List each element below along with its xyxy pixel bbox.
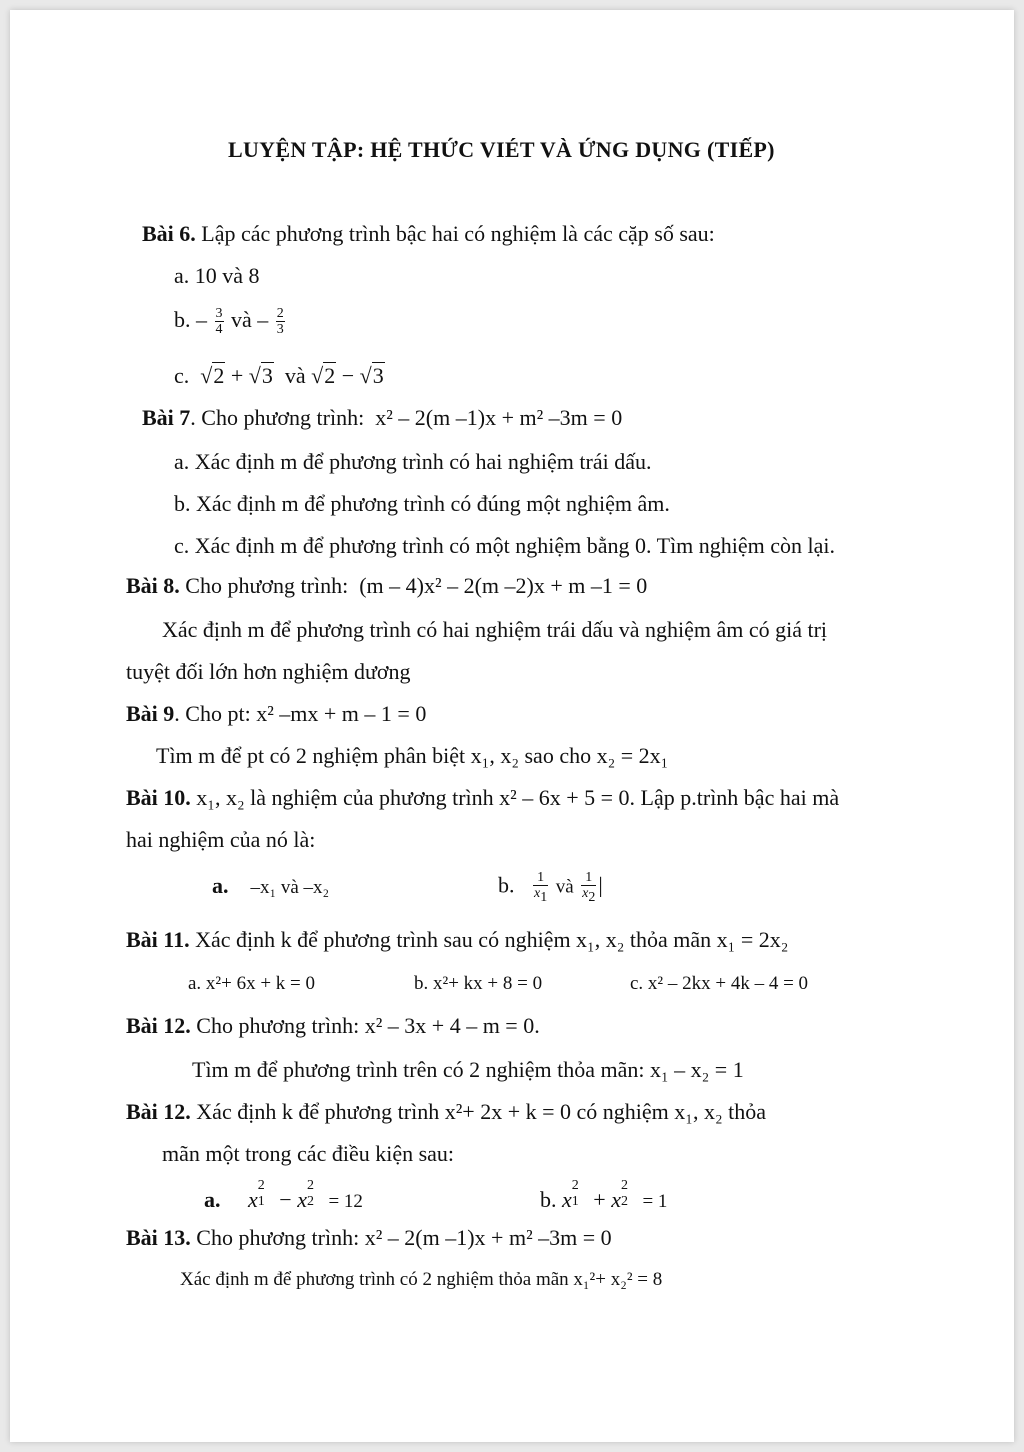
fraction-3-4 bbox=[215, 306, 224, 337]
exercise-6-item-a: a. 10 và 8 bbox=[174, 263, 260, 288]
subscript: 2 bbox=[620, 1194, 628, 1209]
exercise-12b-heading bbox=[126, 1098, 766, 1126]
exercise-10-item-b: b. $\frac{1}{x_1}$ và $\frac{1}{x_2}$ | bbox=[498, 870, 603, 905]
exercise-9-text: . Cho pt: x² –mx + m – 1 = 0 bbox=[174, 701, 427, 726]
variable-x: x bbox=[562, 1187, 572, 1212]
exercise-12a-line-1: Tìm m để phương trình trên có 2 nghiệm thỏa mãn: x₁ – x₂ = 1 bbox=[192, 1057, 744, 1082]
exercise-11-text: Xác định k để phương trình sau có nghiệm x₁, x₂ thỏa mãn x₁ = 2x₂ bbox=[195, 927, 789, 952]
exercise-13-text: Cho phương trình: x² – 2(m –1)x + m² –3m = 0 bbox=[196, 1225, 612, 1250]
exercise-13-heading bbox=[126, 1224, 612, 1252]
exercise-8-line-1: Xác định m để phương trình có hai nghiệm trái dấu và nghiệm âm có giá trị bbox=[162, 617, 828, 642]
sqrt-2: √2 bbox=[200, 363, 225, 388]
exercise-10-a-label: a. bbox=[212, 873, 229, 898]
subscript: 2 bbox=[588, 889, 596, 905]
fraction-denominator bbox=[581, 886, 596, 905]
exercise-12b-line-2: mãn một trong các điều kiện sau: bbox=[162, 1141, 455, 1166]
exercise-11-item-a: a. x²+ 6x + k = 0 bbox=[188, 973, 316, 994]
exercise-10-item-a bbox=[212, 872, 329, 902]
exercise-12a-text: Cho phương trình: x² – 3x + 4 – m = 0. bbox=[196, 1013, 540, 1038]
exercise-12b-b-label: b. bbox=[540, 1187, 557, 1212]
variable-x: x bbox=[582, 886, 589, 901]
subscript: 1 bbox=[540, 889, 548, 905]
fraction-1-over-x1 bbox=[533, 870, 548, 905]
exercise-7-item-b: b. Xác định m để phương trình có đúng một nghiệm âm. bbox=[174, 491, 670, 516]
exercise-10-label: Bài 10. bbox=[126, 785, 191, 810]
conjunction-va: và bbox=[555, 876, 574, 898]
exercise-13-label: Bài 13. bbox=[126, 1225, 191, 1250]
exercise-10-text: x₁, x₂ là nghiệm của phương trình x² – 6x + 5 = 0. Lập p.trình bậc hai mà bbox=[196, 785, 840, 810]
sup-sub-pair bbox=[306, 1178, 323, 1209]
fraction-numerator: 2 bbox=[276, 306, 284, 322]
radicand: 2 bbox=[324, 363, 336, 388]
subscript: 1 bbox=[257, 1194, 265, 1209]
exercise-7-item-a: a. Xác định m để phương trình có hai nghiệm trái dấu. bbox=[174, 449, 652, 474]
superscript: 2 bbox=[571, 1178, 579, 1193]
sup-sub-pair bbox=[620, 1178, 637, 1209]
exercise-9-label: Bài 9 bbox=[126, 701, 175, 726]
exercise-9-heading bbox=[126, 700, 426, 728]
exercise-6-text: Lập các phương trình bậc hai có nghiệm là các cặp số sau: bbox=[201, 221, 715, 246]
fraction-denominator: 3 bbox=[276, 322, 284, 338]
variable-x: x bbox=[534, 886, 541, 901]
exercise-7-equation: x² – 2(m –1)x + m² –3m = 0 bbox=[375, 405, 623, 430]
exercise-12a-heading bbox=[126, 1012, 540, 1040]
fraction-numerator: 1 bbox=[533, 870, 548, 886]
exercise-12b-item-a bbox=[204, 1178, 363, 1216]
page-title: LUYỆN TẬP: HỆ THỨC VIÉT VÀ ỨNG DỤNG (TIẾP) bbox=[228, 137, 775, 162]
exercise-7-label: Bài 7 bbox=[142, 405, 191, 430]
fraction-2-3 bbox=[276, 306, 285, 337]
fraction-denominator: 4 bbox=[215, 322, 223, 338]
exercise-8-label: Bài 8. bbox=[126, 573, 180, 598]
exercise-10-a-text: –x₁ và –x₂ bbox=[250, 877, 330, 898]
exercise-11-label: Bài 11. bbox=[126, 927, 190, 952]
exercise-10-heading bbox=[126, 784, 839, 812]
document-page bbox=[10, 10, 1014, 1442]
variable-x: x bbox=[611, 1187, 621, 1212]
exercise-9-line-1: Tìm m để pt có 2 nghiệm phân biệt x₁, x₂ sao cho x₂ = 2x₁ bbox=[156, 743, 669, 768]
exercise-6-b-prefix: b. – bbox=[174, 307, 207, 332]
exercise-8-line-2: tuyệt đối lớn hơn nghiệm dương bbox=[126, 659, 411, 684]
fraction-numerator: 1 bbox=[581, 870, 596, 886]
exercise-6-item-c bbox=[174, 362, 385, 390]
exercise-6-c-prefix: c. bbox=[174, 363, 190, 388]
radicand: 3 bbox=[261, 363, 273, 388]
exercise-12a-label: Bài 12. bbox=[126, 1013, 191, 1038]
exercise-7-heading bbox=[142, 404, 622, 432]
equation-rhs: = 12 bbox=[328, 1191, 363, 1212]
variable-x: x bbox=[248, 1187, 258, 1212]
exercise-11-heading bbox=[126, 926, 788, 954]
variable-x: x bbox=[297, 1187, 307, 1212]
exercise-6-heading bbox=[142, 220, 715, 248]
superscript: 2 bbox=[620, 1178, 628, 1193]
exercise-11-item-c: c. x² – 2kx + 4k – 4 = 0 bbox=[630, 973, 809, 994]
exercise-11-item-b: b. x²+ kx + 8 = 0 bbox=[414, 973, 543, 994]
exercise-12b-a-label: a. bbox=[204, 1187, 221, 1212]
exercise-10-b-label: b. bbox=[498, 872, 515, 898]
sqrt-3: √3 bbox=[248, 363, 273, 388]
exercise-12b-item-b bbox=[540, 1178, 668, 1216]
exercise-10-line-2: hai nghiệm của nó là: bbox=[126, 827, 316, 852]
radicand: 3 bbox=[372, 363, 384, 388]
superscript: 2 bbox=[306, 1178, 314, 1193]
exercise-13-line-1: Xác định m để phương trình có 2 nghiệm thỏa mãn x₁²+ x₂² = 8 bbox=[180, 1269, 663, 1290]
subscript: 1 bbox=[571, 1194, 579, 1209]
exercise-8-equation: (m – 4)x² – 2(m –2)x + m –1 = 0 bbox=[359, 573, 648, 598]
exercise-8-heading bbox=[126, 572, 647, 600]
fraction-numerator: 3 bbox=[215, 306, 223, 322]
radicand: 2 bbox=[213, 363, 225, 388]
sup-sub-pair bbox=[571, 1178, 588, 1209]
subscript: 2 bbox=[306, 1194, 314, 1209]
minus-sign: − bbox=[341, 363, 355, 388]
exercise-6-item-b bbox=[174, 306, 287, 337]
exercise-6-label: Bài 6. bbox=[142, 221, 196, 246]
equation-rhs: = 1 bbox=[642, 1191, 668, 1212]
exercise-12b-label: Bài 12. bbox=[126, 1099, 191, 1124]
exercise-6-b-mid: và – bbox=[231, 307, 269, 332]
exercise-8-text: Cho phương trình: bbox=[185, 573, 349, 598]
fraction-1-over-x2 bbox=[581, 870, 596, 905]
plus-sign: + bbox=[230, 363, 244, 388]
conjunction-va: và bbox=[284, 363, 306, 388]
sqrt-3: √3 bbox=[359, 363, 384, 388]
superscript: 2 bbox=[257, 1178, 265, 1193]
exercise-7-item-c: c. Xác định m để phương trình có một nghiệm bằng 0. Tìm nghiệm còn lại. bbox=[174, 533, 836, 558]
minus-sign: − bbox=[279, 1187, 292, 1212]
exercise-7-text: . Cho phương trình: bbox=[190, 405, 365, 430]
plus-sign: + bbox=[593, 1187, 606, 1212]
fraction-denominator bbox=[533, 886, 548, 905]
exercise-12b-text: Xác định k để phương trình x²+ 2x + k = 0 có nghiệm x₁, x₂ thỏa bbox=[196, 1099, 766, 1124]
sup-sub-pair bbox=[257, 1178, 274, 1209]
sqrt-2: √2 bbox=[311, 363, 336, 388]
